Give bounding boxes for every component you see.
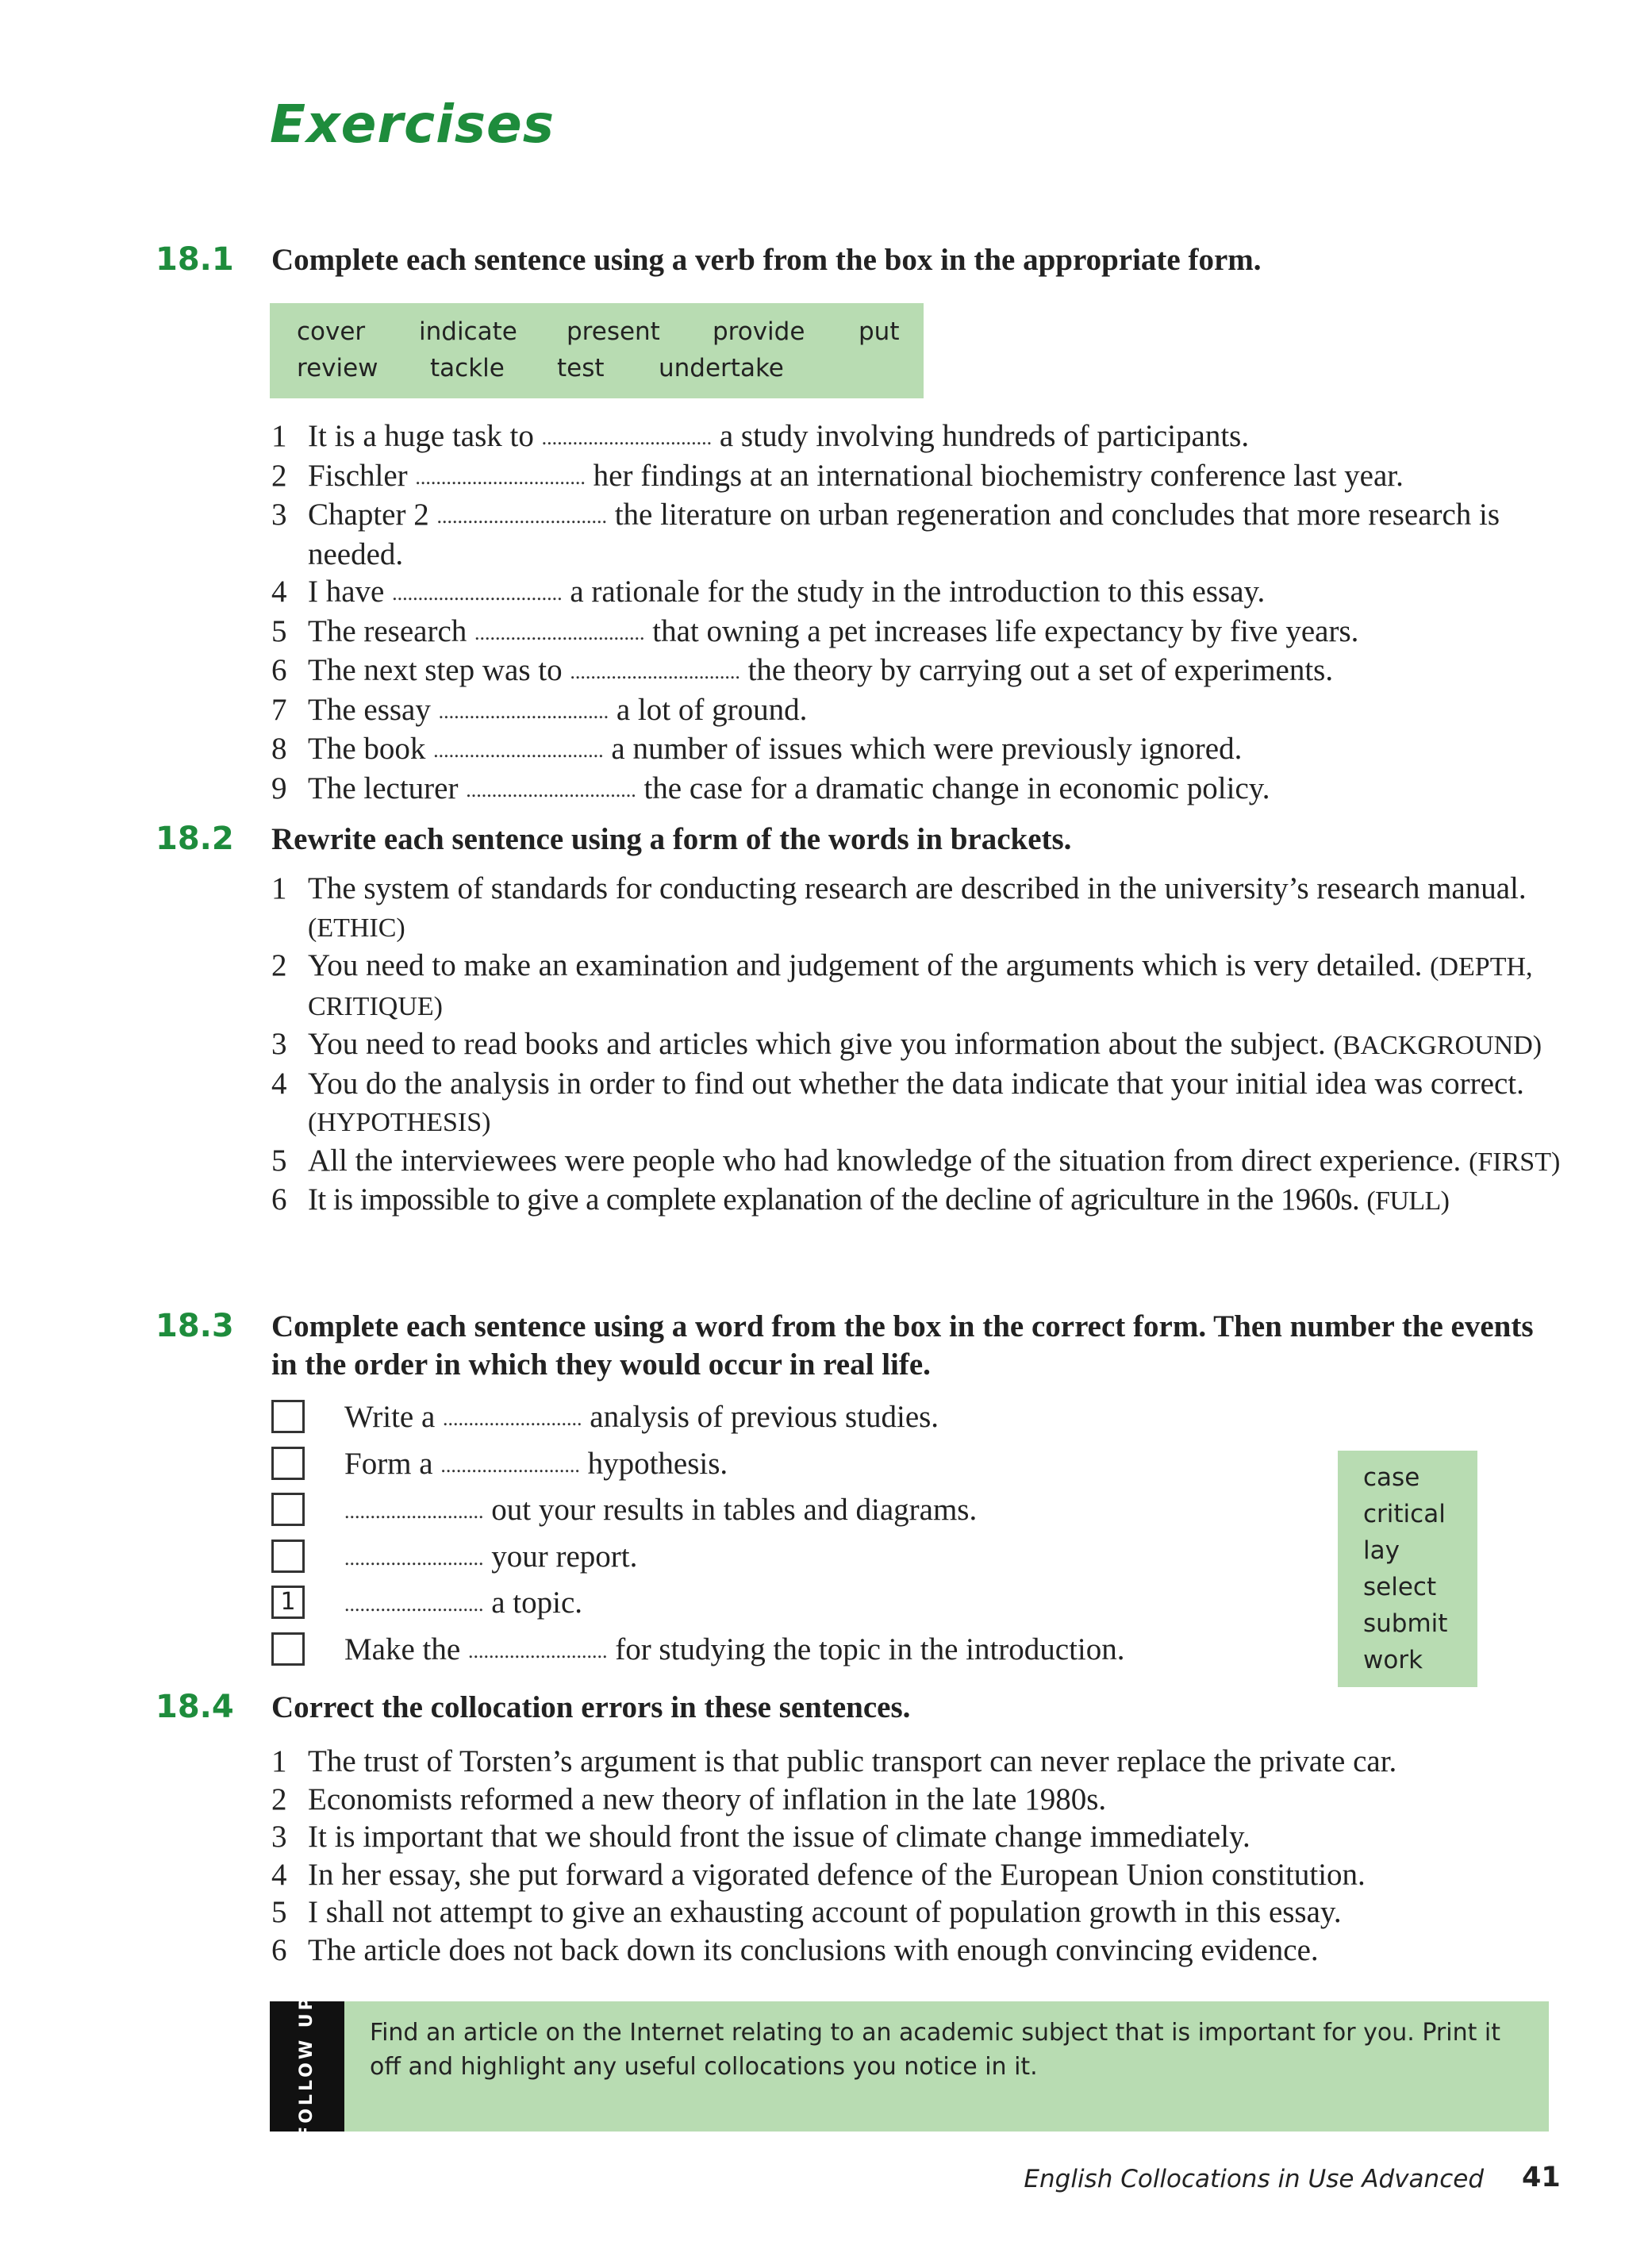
item-text-before: Form a: [344, 1446, 433, 1481]
item-number: 4: [271, 575, 287, 609]
list-item: [271, 613, 1573, 652]
word-box-18-3: [1338, 1451, 1477, 1687]
item-text: You do the analysis in order to find out whether the data indicate that your initial idea was correct.: [308, 1066, 1524, 1101]
box-word: case: [1363, 1463, 1420, 1492]
footer-book-title: English Collocations in Use Advanced: [1024, 2165, 1484, 2193]
item-number: 5: [271, 1143, 287, 1178]
answer-blank[interactable]: .................................: [438, 699, 609, 723]
item-number: 6: [271, 653, 287, 687]
item-number: 6: [271, 1932, 287, 1967]
answer-blank[interactable]: .................................: [474, 621, 645, 644]
item-number: 3: [271, 1027, 287, 1061]
item-text-after: hypothesis.: [587, 1446, 728, 1481]
word-hint: (HYPOTHESIS): [308, 1108, 491, 1137]
answer-blank[interactable]: .................................: [392, 582, 563, 605]
item-text-before: Chapter 2: [308, 498, 429, 532]
item-number: 2: [271, 458, 287, 493]
item-text-after: that owning a pet increases life expectancy by five years.: [652, 613, 1359, 648]
list-item: [271, 1395, 1303, 1442]
exercise-instruction-18-4: Correct the collocation errors in these sentences.: [271, 1690, 911, 1724]
list-item: [271, 870, 1573, 947]
item-text: The article does not back down its conclusions with enough convincing evidence.: [308, 1932, 1319, 1967]
exercise-number-18-4: 18.4: [156, 1689, 234, 1725]
item-text-after: her findings at an international biochemistry conference last year.: [593, 458, 1404, 493]
list-item: [271, 457, 1573, 497]
order-number-box[interactable]: [271, 1400, 305, 1433]
page-number: 41: [1522, 2162, 1561, 2193]
item-text-after: analysis of previous studies.: [590, 1400, 939, 1434]
item-text-after: out your results in tables and diagrams.: [491, 1493, 978, 1527]
answer-blank[interactable]: ...........................: [344, 1593, 484, 1616]
exercise-number-18-2: 18.2: [156, 821, 234, 857]
list-item: [271, 691, 1573, 731]
word-hint: (ETHIC): [308, 913, 405, 943]
item-text: All the interviewees were people who had knowledge of the situation from direct experience.: [308, 1143, 1462, 1178]
order-number-box[interactable]: [271, 1447, 305, 1480]
list-item: [271, 496, 1573, 573]
follow-up-box: [270, 1994, 1549, 2139]
item-text-after: a lot of ground.: [616, 692, 808, 727]
box-word: cover: [297, 317, 366, 346]
box-word: critical: [1363, 1500, 1446, 1528]
list-item: [271, 1893, 1573, 1932]
item-text: The trust of Torsten’s argument is that public transport can never replace the private car.: [308, 1744, 1397, 1778]
order-number-box[interactable]: [271, 1540, 305, 1573]
answer-blank[interactable]: ...........................: [344, 1546, 484, 1570]
item-text-after: for studying the topic in the introduction.: [615, 1632, 1125, 1666]
answer-blank[interactable]: ...........................: [344, 1500, 484, 1523]
box-word: put: [859, 317, 900, 346]
word-hint: (BACKGROUND): [1333, 1031, 1542, 1060]
item-number: 3: [271, 498, 287, 532]
answer-blank[interactable]: .................................: [466, 778, 636, 801]
answer-blank[interactable]: .................................: [436, 505, 607, 528]
exercise-list-18-1: [271, 417, 1573, 809]
item-text: It is important that we should front the issue of climate change immediately.: [308, 1820, 1250, 1854]
item-text: It is impossible to give a complete explanation of the decline of agriculture in the 1960s.: [308, 1182, 1360, 1217]
exercise-instruction-18-1: Complete each sentence using a verb from the box in the appropriate form.: [271, 243, 1262, 277]
list-item: [271, 1628, 1303, 1674]
box-word: lay: [1363, 1536, 1400, 1565]
item-number: 6: [271, 1182, 286, 1217]
box-word: select: [1363, 1573, 1437, 1601]
list-item: [271, 947, 1573, 1025]
list-item: [271, 1181, 1573, 1220]
list-item: [271, 1025, 1573, 1065]
answer-blank[interactable]: .................................: [541, 426, 713, 449]
item-text-before: The essay: [308, 692, 431, 727]
list-item: [271, 1932, 1573, 1970]
list-item: [271, 1856, 1573, 1894]
list-item: [271, 1535, 1303, 1582]
item-number: 3: [271, 1820, 287, 1854]
item-text-before: The lecturer: [308, 771, 459, 805]
item-text-after: the literature on urban regeneration and concludes that more research is needed.: [308, 498, 1500, 571]
item-number: 4: [271, 1857, 287, 1892]
ordering-list-18-3: [271, 1395, 1303, 1674]
item-text: The system of standards for conducting research are described in the university’s research manual.: [308, 871, 1527, 905]
list-item: [271, 1065, 1573, 1142]
list-item: [271, 1581, 1303, 1628]
exercise-number-18-3: 18.3: [156, 1308, 234, 1344]
item-text: You need to make an examination and judgement of the arguments which is very detailed.: [308, 948, 1423, 982]
item-text-after: your report.: [491, 1539, 638, 1574]
follow-up-tab: [270, 1994, 344, 2139]
follow-up-label: FOLLOW UP: [297, 1994, 317, 2139]
list-item: [271, 1781, 1573, 1819]
item-text: In her essay, she put forward a vigorated defence of the European Union constitution.: [308, 1857, 1366, 1892]
list-item: [271, 770, 1573, 809]
box-word: present: [567, 317, 660, 346]
exercise-instruction-18-2: Rewrite each sentence using a form of the words in brackets.: [271, 822, 1072, 856]
box-word: tackle: [430, 354, 505, 382]
word-hint: (FULL): [1366, 1186, 1450, 1216]
answer-blank[interactable]: ...........................: [467, 1639, 608, 1663]
box-word: undertake: [659, 354, 784, 382]
exercise-number-18-1: 18.1: [156, 241, 234, 278]
item-text-after: a number of issues which were previously ignored.: [611, 732, 1243, 766]
box-word: provide: [713, 317, 805, 346]
item-text-before: Write a: [344, 1400, 436, 1434]
word-hint: (FIRST): [1469, 1147, 1561, 1177]
list-item: [271, 1442, 1303, 1489]
item-number: 5: [271, 613, 287, 648]
item-text-after: the case for a dramatic change in economic policy.: [643, 771, 1270, 805]
item-text-after: the theory by carrying out a set of experiments.: [747, 653, 1334, 687]
item-number: 7: [271, 692, 287, 727]
list-item: [271, 1818, 1573, 1856]
box-word: submit: [1363, 1609, 1448, 1638]
answer-blank[interactable]: .................................: [433, 739, 604, 762]
box-word: review: [297, 354, 378, 382]
answer-blank[interactable]: .................................: [415, 465, 586, 489]
item-number: 5: [271, 1895, 287, 1929]
list-item: [271, 1743, 1573, 1781]
exercise-list-18-4: [271, 1743, 1573, 1969]
item-number: 4: [271, 1066, 287, 1101]
box-word: test: [557, 354, 605, 382]
item-number: 1: [271, 1744, 287, 1778]
answer-blank[interactable]: ...........................: [443, 1407, 582, 1430]
exercise-list-18-2: [271, 870, 1573, 1220]
item-text: I shall not attempt to give an exhausting account of population growth in this essay.: [308, 1895, 1342, 1929]
item-text-before: The next step was to: [308, 653, 563, 687]
item-number: 1: [271, 871, 287, 905]
item-text-before: Fischler: [308, 458, 408, 493]
item-text-before: Make the: [344, 1632, 461, 1666]
word-box-18-1: [270, 303, 924, 398]
item-text-before: It is a huge task to: [308, 419, 534, 453]
item-number: 1: [271, 419, 287, 453]
list-item: [271, 1488, 1303, 1535]
list-item: [271, 652, 1573, 691]
order-number-box[interactable]: 1: [271, 1586, 305, 1619]
answer-blank[interactable]: .................................: [570, 660, 740, 683]
word-hint: (DEPTH, CRITIQUE): [308, 952, 1533, 1021]
item-number: 2: [271, 1782, 287, 1816]
list-item: [271, 730, 1573, 770]
item-text-after: a topic.: [491, 1586, 583, 1620]
follow-up-text: Find an article on the Internet relating to an academic subject that is important for you. Print it off and highlight any useful collocations you notice in it.: [370, 2019, 1500, 2081]
list-item: [271, 417, 1573, 457]
item-text-before: I have: [308, 575, 385, 609]
item-text-before: The book: [308, 732, 426, 766]
box-word: work: [1363, 1646, 1423, 1674]
item-text: You need to read books and articles which give you information about the subject.: [308, 1027, 1326, 1061]
item-number: 8: [271, 732, 287, 766]
order-number-box[interactable]: [271, 1493, 305, 1526]
list-item: [271, 1142, 1573, 1182]
item-text-after: a study involving hundreds of participants.: [719, 419, 1250, 453]
exercise-instruction-18-3: Complete each sentence using a word from the box in the correct form. Then number the events in the order in which they would occur in real life.: [271, 1309, 1534, 1382]
page-title: Exercises: [270, 94, 555, 155]
box-word: indicate: [419, 317, 517, 346]
order-number-box[interactable]: [271, 1632, 305, 1666]
answer-blank[interactable]: ...........................: [440, 1453, 580, 1477]
item-text: Economists reformed a new theory of inflation in the late 1980s.: [308, 1782, 1107, 1816]
item-number: 2: [271, 948, 287, 982]
item-text-before: The research: [308, 613, 467, 648]
list-item: [271, 573, 1573, 613]
item-number: 9: [271, 771, 287, 805]
item-text-after: a rationale for the study in the introduction to this essay.: [570, 575, 1266, 609]
